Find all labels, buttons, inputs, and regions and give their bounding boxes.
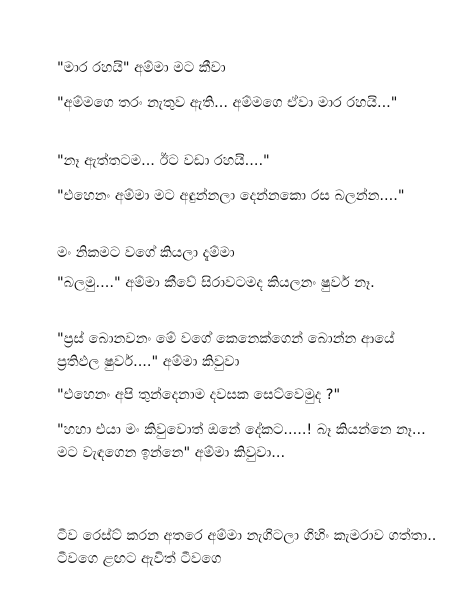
paragraph: "එහෙනං අපි තුන්දෙනාම දවසක සෙට්වෙමුද ?" [57,387,341,403]
paragraph: "මාර රහයි" අම්මා මට කීවා [57,60,226,76]
paragraph: මං නිකමට වගේ කියලා දැම්මා [57,245,235,261]
paragraph: "හහා එයා මං කිවුවොත් ඔනේ දේකට.....! බෑ කියන්නෙ නෑ... මට වැඳගෙන ඉන්නෙ" අම්මා කිවුවා... [57,422,426,461]
paragraph: ටීව රෙස්ට් කරන අතරෙ අම්මා නැගිටලා ගිහිං කැමරාව ගත්තා.. ටීවගෙ ළඟට ඇවිත් ටීවගෙ [57,528,437,567]
paragraph: "ප්‍රස් බොනවනං මේ වගේ කෙනෙක්ගෙන් බොන්න ආයේ ප්‍රතිඵල ෂුවර්...." අම්මා කිවුවා [57,331,395,370]
paragraph: "අම්මගෙ තරං නැතුව ඇති... අම්මගෙ ඒවා මාර රහයි..." [57,95,398,111]
paragraph: "නෑ ඇත්තටම... ඊට වඩා රහයි...." [57,153,270,169]
paragraph: "එහෙනං අම්මා මට අඳුන්නලා දෙන්නකො රස බලන්න...." [57,188,405,204]
paragraph: "බලමු...." අම්මා කීවේ සිරාවටමද කියලනං ෂුවර් නෑ. [57,275,375,291]
